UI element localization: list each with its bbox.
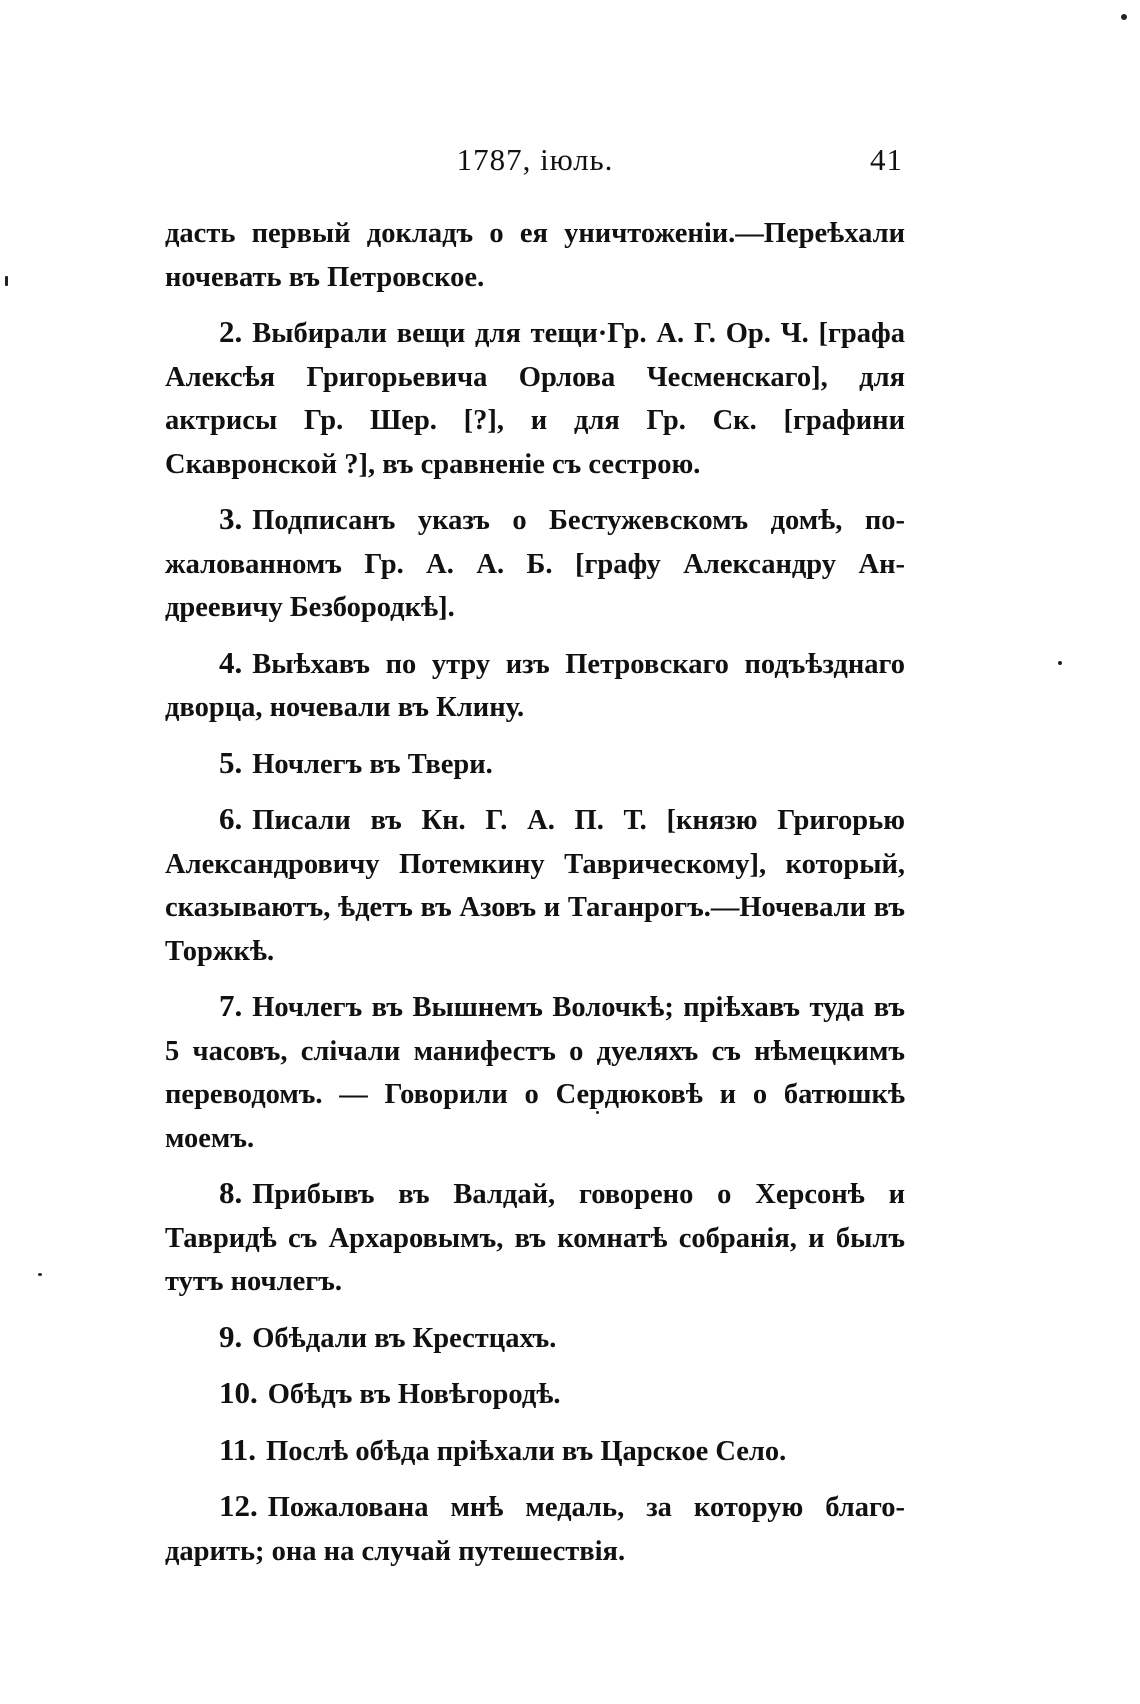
entry-number: 6.: [219, 801, 243, 836]
running-header: [165, 142, 905, 182]
page-body: [165, 212, 905, 1584]
diary-entry-9: [165, 1315, 905, 1361]
entry-text: Прибывъ въ Валдай, говорено о Херсонѣ и Тавридѣ съ Архаровымъ, въ комнатѣ собранія, и былъ тутъ ночлегъ.: [165, 1179, 905, 1297]
diary-entry-2: [165, 310, 905, 486]
diary-entry-4: [165, 641, 905, 730]
running-title: 1787, іюль.: [456, 142, 614, 177]
entry-number: 8.: [219, 1175, 243, 1210]
entry-text: Подписанъ указъ о Бестужевскомъ домѣ, пожалованномъ Гр. А. А. Б. [графу Александру Андреевичу Безбородкѣ].: [165, 505, 905, 623]
diary-entry-10: [165, 1371, 905, 1417]
entry-number: 12.: [219, 1488, 258, 1523]
diary-entry-7: [165, 984, 905, 1160]
entry-number: 7.: [219, 988, 243, 1023]
entry-number: 10.: [219, 1375, 258, 1410]
diary-entry-6: [165, 797, 905, 973]
entry-number: 3.: [219, 501, 243, 536]
entry-text: Обѣдъ въ Новѣгородѣ.: [267, 1379, 561, 1410]
diary-entry-5: [165, 741, 905, 787]
entry-text: Пожалована мнѣ медаль, за которую благодарить; она на случай путешествія.: [165, 1492, 905, 1567]
entry-text: Обѣдали въ Крестцахъ.: [252, 1322, 557, 1354]
diary-entry-12: [165, 1484, 905, 1573]
continuation-paragraph: дасть первый докладъ о ея уничтоженіи.—Переѣхали ночевать въ Петровское.: [165, 218, 905, 293]
diary-entry-8: [165, 1171, 905, 1304]
entry-text: Послѣ обѣда пріѣхали въ Царское Село.: [266, 1435, 787, 1467]
entry-text: Выбирали вещи для тещи·Гр. А. Г. Ор. Ч. [графа Алексѣя Григорьевича Орлова Чесменскаго], для актрисы Гр. Шер. [?], и для Гр. Ск. [графини Скавронской ?], въ сравненіе съ сестрою.: [165, 318, 905, 480]
scan-speck: [596, 1111, 599, 1114]
scan-speck: [5, 276, 8, 286]
entry-number: 4.: [219, 644, 243, 680]
entry-number: 11.: [219, 1431, 257, 1467]
entry-text: Писали въ Кн. Г. А. П. Т. [князю Григорью Александровичу Потемкину Таврическому], который, сказываютъ, ѣдетъ въ Азовъ и Таганрогъ.—Ночевали въ Торжкѣ.: [165, 805, 905, 967]
entry-text: Выѣхавъ по утру изъ Петровскаго подъѣзднаго дворца, ночевали въ Клину.: [165, 648, 905, 723]
entry-number: 2.: [219, 314, 243, 349]
entry-number: 5.: [219, 744, 243, 780]
scan-speck: [1121, 14, 1127, 20]
diary-entry-3: [165, 497, 905, 630]
scan-speck: [1058, 661, 1062, 665]
entry-number: 9.: [219, 1318, 243, 1354]
entry-text: Ночлегъ въ Твери.: [252, 748, 493, 780]
scan-speck: [38, 1273, 42, 1276]
diary-entry-11: [165, 1428, 905, 1474]
entry-text: Ночлегъ въ Вышнемъ Волочкѣ; пріѣхавъ туда въ 5 часовъ, слічали манифестъ о дуеляхъ съ нѣмецкимъ переводомъ. — Говорили о Сердюковѣ и о батюшкѣ моемъ.: [165, 992, 905, 1154]
page-number: 41: [870, 142, 903, 177]
